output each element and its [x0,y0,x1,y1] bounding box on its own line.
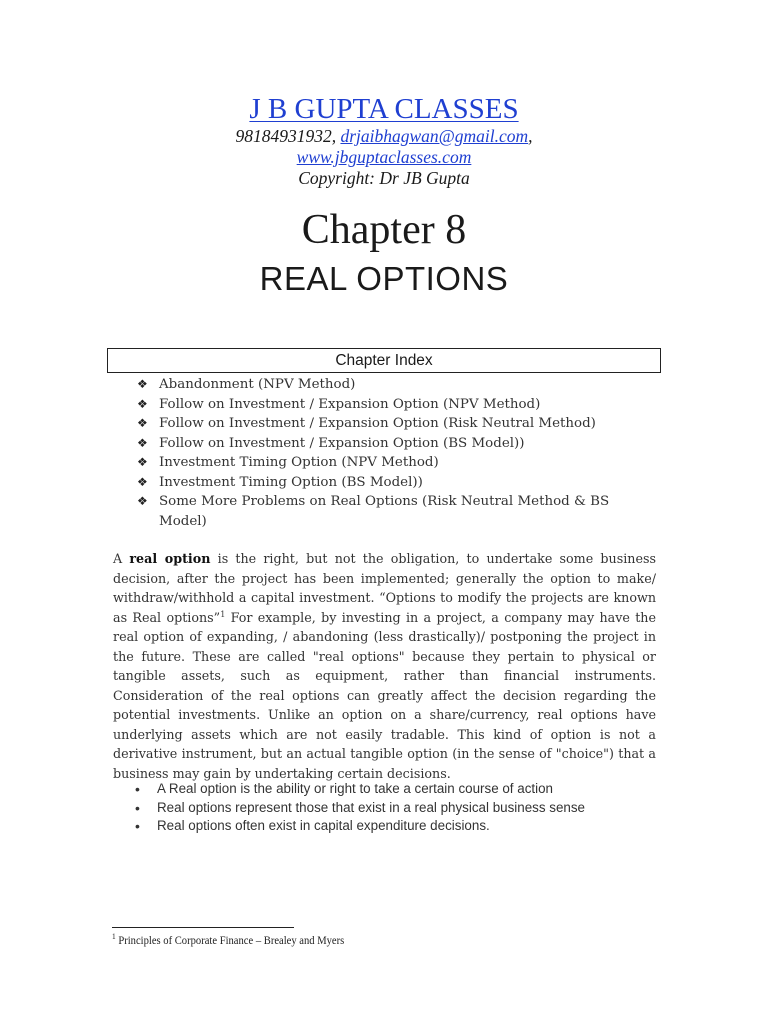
footnote-divider [112,927,294,928]
index-item: ❖ Investment Timing Option (NPV Method) [135,453,655,473]
footnote [112,934,627,949]
chapter-subject: REAL OPTIONS [259,260,509,297]
diamond-bullet-icon: ❖ [137,474,148,489]
list-item: • A Real option is the ability or right to take a certain course of action [135,780,655,799]
real-option-definition: A real option is the right, but not the obligation, to undertake some business decision, after the project has been implemented; generally the option to make/ withdraw/withhold a capital investment. “Options to modify the projects are known as Real options”$^1$ For example, by investing in a project, a company may have the real option of expanding, / abandoning (less drastically)/ postponing the project in the future. These are called "real options" because they pertain to physical or tangible assets, such as equipment, rather than financial instruments. Consideration of the real options can greatly affect the decision regarding the potential investments. Unlike an option on a share/currency, real options have underlying assets which are not easily tradable. This kind of option is not a derivative instrument, but an actual tangible option (in the sense of "choice") that a business may gain by undertaking certain decisions. [113,551,656,781]
list-item: • Real options represent those that exist in a real physical business sense [135,799,655,818]
index-item: ❖ Abandonment (NPV Method) [135,375,655,395]
chapter-index-heading: Chapter Index [107,348,661,373]
email-link[interactable]: drjaibhagwan@gmail.com [340,126,529,146]
website-line [0,147,768,168]
index-item: ❖ Some More Problems on Real Options (Risk Neutral Method & BS Model) [137,494,610,529]
chapter-title: Chapter 8 [301,207,467,253]
phone-number: 98184931932, [235,126,337,146]
footnote-reference[interactable]: 1 [220,609,226,619]
brand-title[interactable]: J B GUPTA CLASSES [249,93,519,125]
copyright-line: Copyright: Dr JB Gupta [298,168,470,188]
diamond-bullet-icon: ❖ [137,416,148,430]
email-suffix: , [528,126,533,146]
diamond-bullet-icon: ❖ [137,377,148,391]
diamond-bullet-icon: ❖ [137,455,148,469]
diamond-bullet-icon: ❖ [137,396,148,411]
footnote-mark: 1 [112,932,116,942]
real-option-term: real option [129,551,211,566]
index-item: ❖ Follow on Investment / Expansion Option (BS Model)) [135,434,655,454]
page-header [0,92,768,189]
website-link[interactable]: www.jbguptaclasses.com [296,147,472,167]
index-item: ❖ Investment Timing Option (BS Model)) [135,473,655,493]
index-item: ❖ Follow on Investment / Expansion Option (Risk Neutral Method) [135,414,655,434]
index-item: ❖ Follow on Investment / Expansion Option (NPV Method) [135,395,655,415]
list-item: • Real options often exist in capital expenditure decisions. [135,817,655,836]
contact-line [0,126,768,147]
chapter-index-list [135,375,655,531]
footnote-text: Principles of Corporate Finance – Brealey and Myers [115,935,345,947]
key-points-list [135,780,655,836]
diamond-bullet-icon: ❖ [137,494,148,508]
diamond-bullet-icon: ❖ [137,435,148,450]
